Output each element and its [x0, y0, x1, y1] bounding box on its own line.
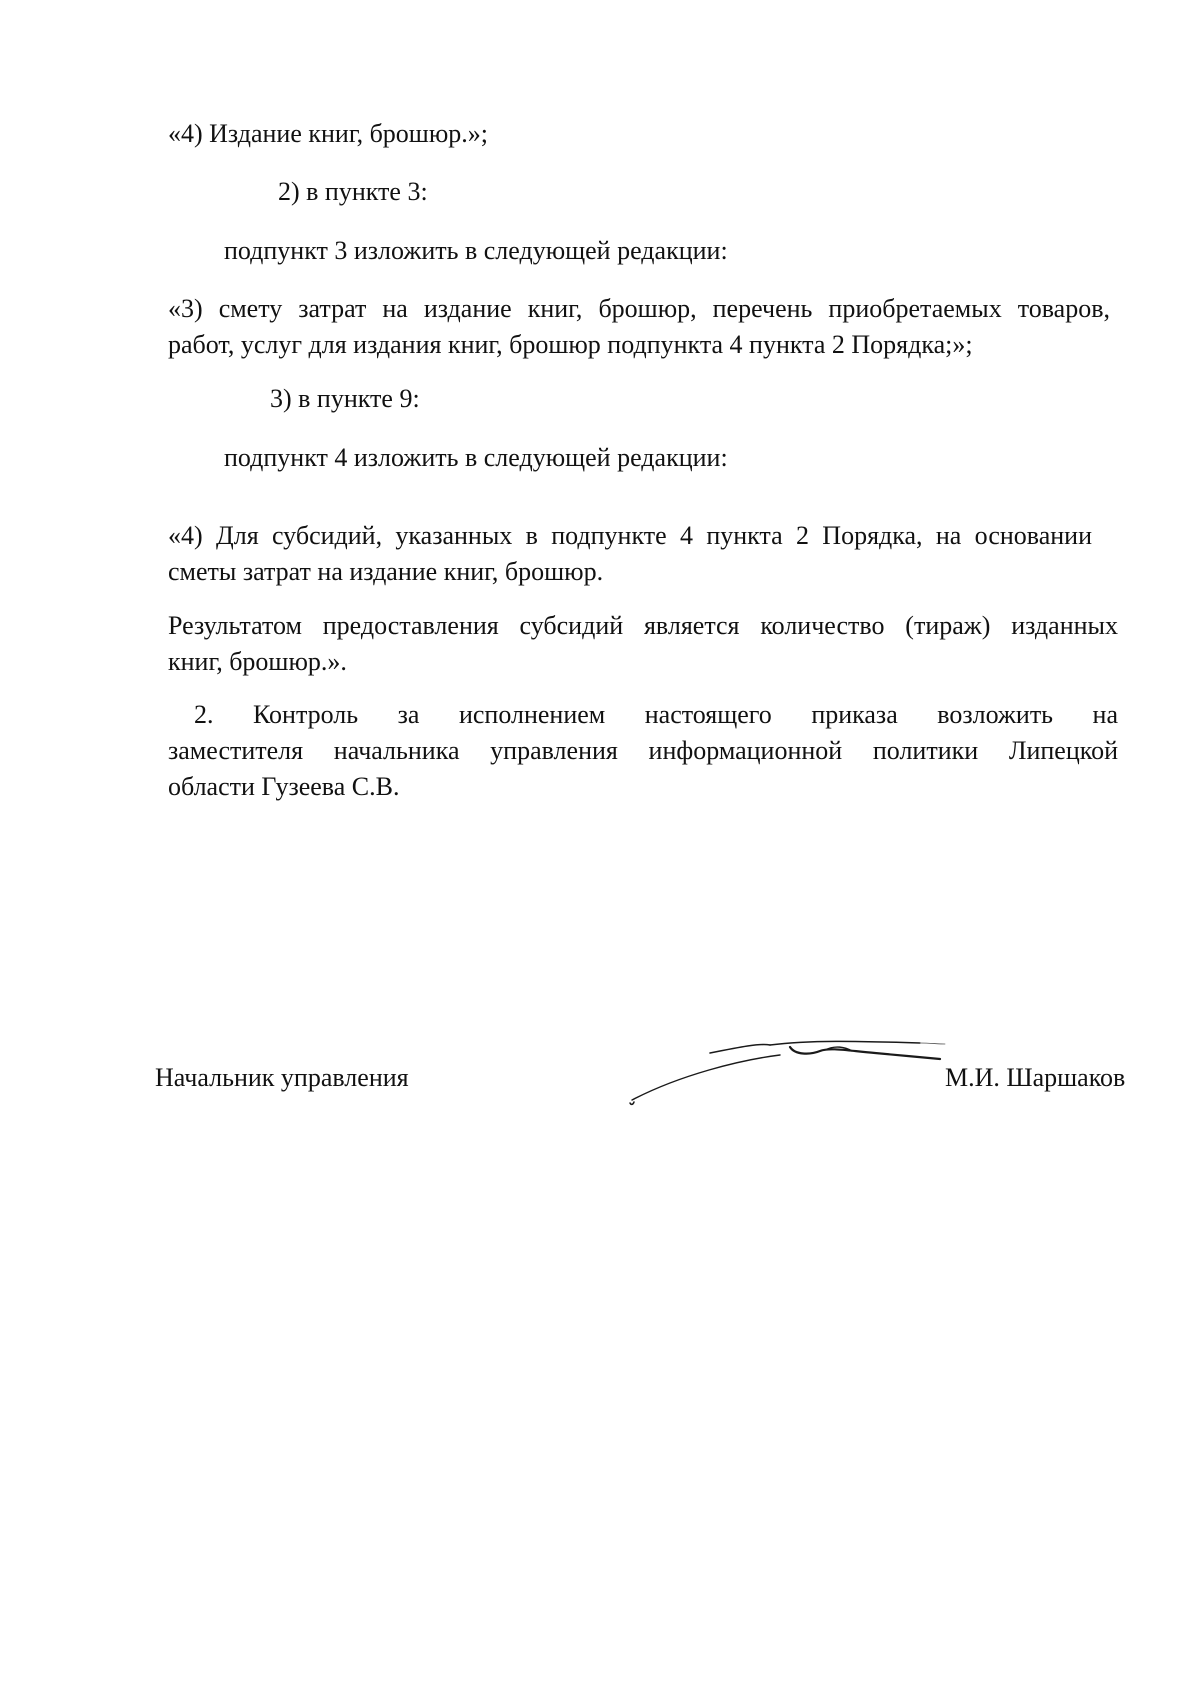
result-line-1: Результатом предоставления субсидий является количество (тираж) изданных [168, 611, 1118, 640]
quoted-subclause-3-line-2: работ, услуг для издания книг, брошюр подпункта 4 пункта 2 Порядка;»; [168, 330, 973, 359]
quoted-subclause-4-line-1: «4) Для субсидий, указанных в подпункте 4 пункта 2 Порядка, на основании [168, 521, 1092, 550]
point-3-in-clause-9: 3) в пункте 9: [270, 384, 420, 413]
subclause-4-edit-heading: подпункт 4 изложить в следующей редакции: [224, 443, 728, 472]
signatory-name: М.И. Шаршаков [945, 1063, 1126, 1092]
quoted-subclause-3 [168, 291, 1110, 363]
control-line-3: области Гузеева С.В. [168, 772, 400, 801]
control-paragraph [168, 697, 1118, 805]
item-4-books: «4) Издание книг, брошюр.»; [168, 119, 488, 148]
handwritten-signature [620, 1035, 960, 1115]
point-2-in-clause-3: 2) в пункте 3: [278, 177, 428, 206]
quoted-subclause-3-line-1: «3) смету затрат на издание книг, брошюр, перечень приобретаемых товаров, [168, 294, 1110, 323]
control-line-2: заместителя начальника управления информационной политики Липецкой [168, 736, 1118, 765]
quoted-subclause-4-line-2: сметы затрат на издание книг, брошюр. [168, 557, 604, 586]
signatory-title: Начальник управления [155, 1063, 409, 1092]
subclause-3-edit-heading: подпункт 3 изложить в следующей редакции: [224, 236, 728, 265]
result-line-2: книг, брошюр.». [168, 647, 347, 676]
quoted-subclause-4 [168, 518, 1092, 590]
result-paragraph [168, 608, 1118, 680]
control-line-1: 2. Контроль за исполнением настоящего приказа возложить на [194, 700, 1118, 729]
